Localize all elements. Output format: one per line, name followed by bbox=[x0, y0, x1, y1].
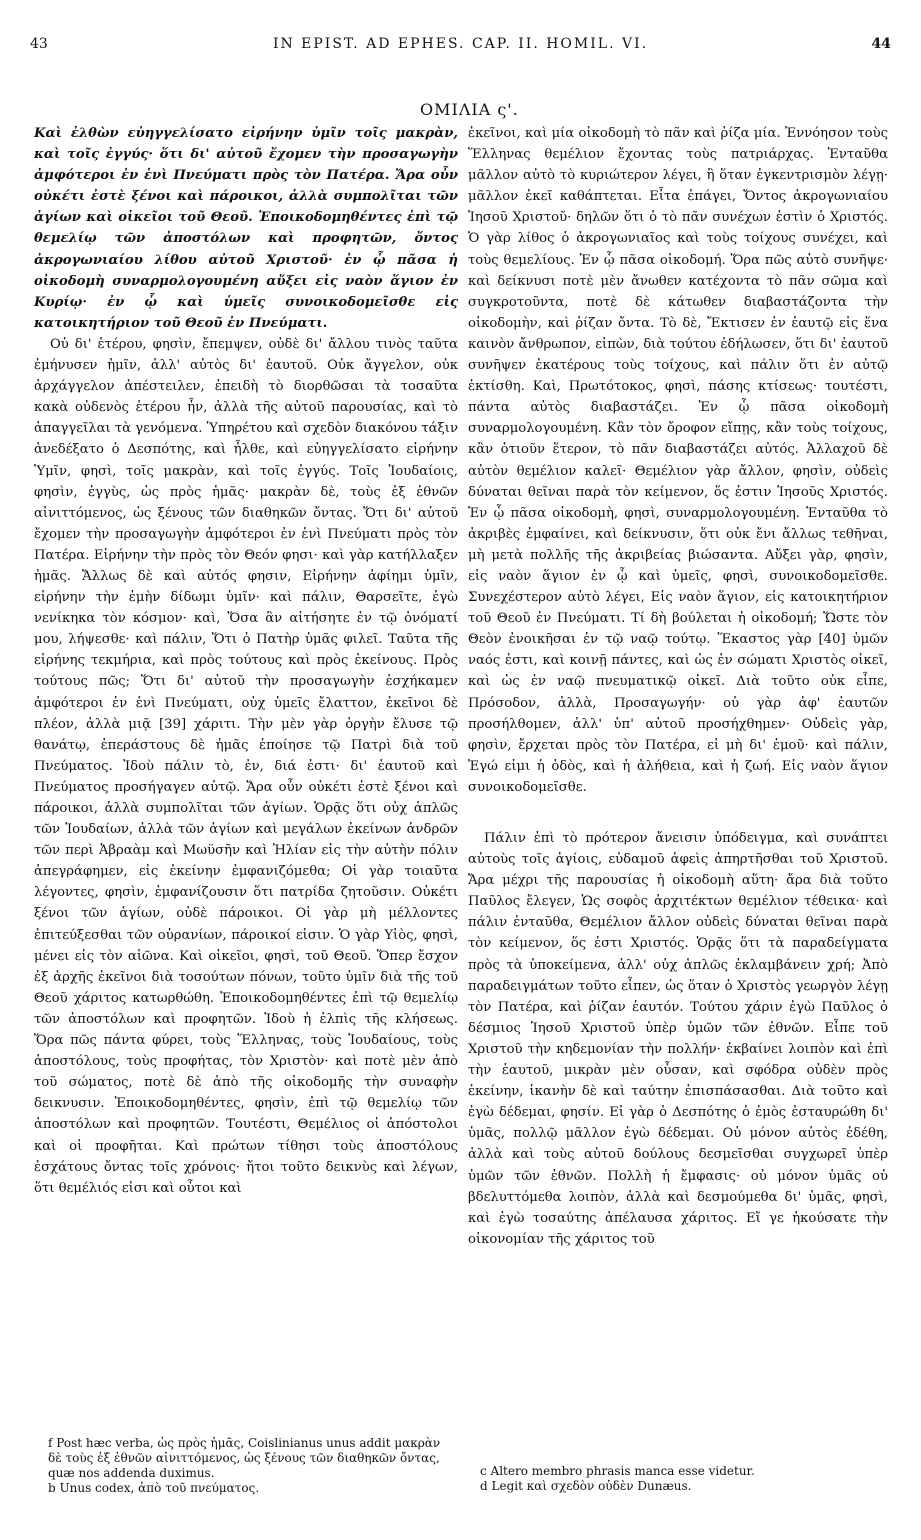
footnote: b Unus codex, ἀπὸ τοῦ πνεύματος. bbox=[48, 1481, 260, 1495]
scripture-lemma: Καὶ ἐλθὼν εὐηγγελίσατο εἰρήνην ὑμῖν τοῖς μακρὰν, καὶ τοῖς ἐγγύς· ὅτι δι' αὐτοῦ ἔχομεν τὴν προσαγωγὴν ἀμφότεροι ἐν ἑνὶ Πνεύματι πρὸς τὸν Πατέρα. Ἄρα οὖν οὐκέτι ἐστὲ ξένοι καὶ πάροικοι, ἀλλὰ συμπολῖται τῶν ἁγίων καὶ οἰκεῖοι τοῦ Θεοῦ. Ἐποικοδομηθέντες ἐπὶ τῷ θεμελίῳ τῶν ἀποστόλων καὶ προφητῶν, ὄντος ἀκρογωνιαίου λίθου αὐτοῦ Χριστοῦ· ἐν ᾧ πᾶσα ἡ οἰκοδομὴ συναρμολογουμένη αὔξει εἰς ναὸν ἅγιον ἐν Κυρίῳ· ἐν ᾧ καὶ ὑμεῖς συνοικοδομεῖσθε εἰς κατοικητήριον τοῦ Θεοῦ ἐν Πνεύματι. bbox=[34, 126, 458, 331]
commentary-paragraph: Πάλιν ἐπὶ τὸ πρότερον ἄνεισιν ὑπόδειγμα, καὶ συνάπτει αὐτοὺς τοῖς ἁγίοις, εὐδαμοῦ ἀφεὶς ἀπηρτῆσθαι τοῦ Χριστοῦ. Ἄρα μέχρι τῆς παρουσίας ἡ οἰκοδομὴ αὕτη· ἄρα διὰ τοῦτο Παῦλος ἔλεγεν, Ὡς σοφὸς ἀρχιτέκτων θεμέλιον τέθεικα· καὶ πάλιν ἐνταῦθα, Θεμέλιον ἄλλον οὐδεὶς δύναται θεῖναι παρὰ τὸν κείμενον, ὅς ἐστι Χριστός. Ὁρᾷς ὅτι τὰ παραδείγματα πρὸς τὰ ὑποκείμενα, ἀλλ' οὐχ ἁπλῶς ἐκλαμβάνειν χρή; Ἀπὸ παραδειγμάτων τοῦτο εἶπεν, ὡς ὅταν ὁ Χριστὸς γεωργὸν λέγῃ τὸν Πατέρα, καὶ ῥίζαν ἑαυτόν. Τούτου χάριν ἐγὼ Παῦλος ὁ δέσμιος Ἰησοῦ Χριστοῦ ὑπὲρ ὑμῶν τῶν ἐθνῶν. Εἶπε τοῦ Χριστοῦ τὴν κηδεμονίαν τὴν πολλήν· ἐκβαίνει λοιπὸν καὶ ἐπὶ τὴν ἑαυτοῦ, μικρὰν μὲν οὖσαν, καὶ σφόδρα οὐδὲν πρὸς ἐκείνην, ἱκανὴν δὲ καὶ ταύτην ἐπισπάσασθαι. Διὰ τοῦτο καὶ ἐγὼ δέδεμαι, φησίν. Εἰ γὰρ ὁ Δεσπότης ὁ ἐμὸς ἐσταυρώθη δι' ὑμᾶς, πολλῷ μᾶλλον ἐγὼ δέδεμαι. Οὐ μόνον αὐτὸς ἐδέθη, ἀλλὰ καὶ τοὺς αὐτοῦ δούλους δεσμεῖσθαι συγχωρεῖ ὑπὲρ ὑμῶν τῶν ἐθνῶν. Πολλὴ ἡ ἔμφασις· οὐ μόνον ὑμᾶς οὐ βδελυττόμεθα λοιπὸν, ἀλλὰ καὶ δεσμούμεθα δι' ὑμᾶς, φησὶ, καὶ ἐγὼ τοσαύτης ἀπέλαυσα χάριτος. Εἴ γε ἠκούσατε τὴν οἰκονομίαν τῆς χάριτος τοῦ bbox=[468, 831, 888, 1247]
footnotes-right bbox=[480, 1464, 880, 1494]
commentary-paragraph: ἐκεῖνοι, καὶ μία οἰκοδομὴ τὸ πᾶν καὶ ῥίζα μία. Ἐννόησον τοὺς Ἕλληνας θεμέλιον ἔχοντας τοὺς πατριάρχας. Ἐνταῦθα μᾶλλον αὐτὸ τὸ κυριώτερον λέγει, ἢ ὅταν ἐγκεντρισμὸν λέγῃ· μᾶλλον ἐκεῖ καθάπτεται. Εἶτα ἐπάγει, Ὄντος ἀκρογωνιαίου Ἰησοῦ Χριστοῦ· δηλῶν ὅτι ὁ τὸ πᾶν συνέχων ἐστὶν ὁ Χριστός. Ὁ γὰρ λίθος ὁ ἀκρογωνιαῖος καὶ τοὺς τοίχους συνέχει, καὶ τοὺς θεμελίους. Ἐν ᾧ πᾶσα οἰκοδομή. Ὅρα πῶς αὐτὸ συνῆψε· καὶ δείκνυσι ποτὲ μὲν ἄνωθεν κατέχοντα τὸ πᾶν σῶμα καὶ συγκροτοῦντα, ποτὲ δὲ κάτωθεν διαβαστάζοντα τὴν οἰκοδομὴν, καὶ ῥίζαν ὄντα. Τὸ δὲ, Ἔκτισεν ἐν ἑαυτῷ εἰς ἕνα καινὸν ἄνθρωπον, εἰπὼν, διὰ τούτου ἐδήλωσεν, ὅτι δι' ἑαυτοῦ συνῆψεν ἑκατέρους τοὺς τοίχους, καὶ πάλιν ὅτι ἐν αὐτῷ ἐκτίσθη. Καὶ, Πρωτότοκος, φησὶ, πάσης κτίσεως· τουτέστι, πάντα αὐτὸς διαβαστάζει. Ἐν ᾧ πᾶσα οἰκοδομὴ συναρμολογουμένη. Κἂν τὸν ὄροφον εἴπῃς, κἂν τοὺς τοίχους, κἂν ὁτιοῦν ἕτερον, τὸ πᾶν διαβαστάζει αὐτός. Ἀλλαχοῦ δὲ αὐτὸν θεμέλιον καλεῖ· Θεμέλιον γὰρ ἄλλον, φησὶν, οὐδεὶς δύναται θεῖναι παρὰ τὸν κείμενον, ὅς ἐστιν Ἰησοῦς Χριστός. Ἐν ᾧ πᾶσα οἰκοδομὴ, φησὶ, συναρμολογουμένη. Ἐνταῦθα τὸ ἀκριβὲς ἐμφαίνει, καὶ δείκνυσιν, ὅτι οὐκ ἔνι ἄλλως τεθῆναι, μὴ μετὰ πολλῆς τῆς ἀκριβείας βιώσαντα. Αὔξει γὰρ, φησὶν, εἰς ναὸν ἅγιον ἐν ᾧ καὶ ὑμεῖς, φησὶ, συνοικοδομεῖσθε. Συνεχέστερον αὐτὸ λέγει, Εἰς ναὸν ἅγιον, εἰς κατοικητήριον τοῦ Θεοῦ ἐν Πνεύματι. Τί δὴ βούλεται ἡ οἰκοδομή; Ὥστε τὸν Θεὸν ἐνοικῆσαι ἐν τῷ ναῷ τούτῳ. Ἕκαστος γὰρ [40] ὑμῶν ναός ἐστι, καὶ κοινῇ πάντες, καὶ ὡς ἐν σώματι Χριστὸς οἰκεῖ, καὶ ὡς ἐν ναῷ πνευματικῷ οἰκεῖ. Διὰ τοῦτο οὐκ εἶπε, Πρόσοδον, ἀλλὰ, Προσαγωγήν· οὐ γὰρ ἀφ' ἑαυτῶν προσήλθομεν, ἀλλ' ὑπ' αὐτοῦ προσήχθημεν· Οὐδεὶς γὰρ, φησὶν, ἔρχεται πρὸς τὸν Πατέρα, εἰ μὴ δι' ἐμοῦ· καὶ πάλιν, Ἐγώ εἰμι ἡ ὁδὸς, καὶ ἡ ἀλήθεια, καὶ ἡ ζωή. Εἰς ναὸν ἅγιον συνοικοδομεῖσθε. bbox=[468, 126, 888, 795]
page-number-right: 44 bbox=[871, 36, 891, 52]
footnote: c Altero membro phrasis manca esse videtur. bbox=[480, 1464, 755, 1478]
footnotes-left bbox=[48, 1436, 448, 1496]
page-number-left: 43 bbox=[30, 36, 48, 52]
right-column bbox=[468, 123, 888, 1250]
homily-title: ΟΜΙΛΙΑ ς'. bbox=[420, 100, 519, 119]
left-column bbox=[34, 123, 458, 1199]
footnote: d Legit καὶ σχεδὸν οὐδὲν Dunæus. bbox=[480, 1479, 692, 1493]
footnote: f Post hæc verba, ὡς πρὸς ἡμᾶς, Coislinianus unus addit μακρὰν δὲ τοὺς ἐξ ἐθνῶν αἰνιττόμενος, ὡς ξένους τῶν διαθηκῶν ὄντας, quæ nos addenda duximus. bbox=[48, 1436, 441, 1480]
running-head bbox=[30, 36, 891, 58]
running-title: IN EPIST. AD EPHES. CAP. II. HOMIL. VI. bbox=[272, 36, 649, 52]
commentary-paragraph: Οὐ δι' ἑτέρου, φησὶν, ἔπεμψεν, οὐδὲ δι' ἄλλου τινὸς ταῦτα ἐμήνυσεν ἡμῖν, ἀλλ' αὐτὸς δι' ἑαυτοῦ. Οὐκ ἄγγελον, οὐκ ἀρχάγγελον ἀπέστειλεν, ἐπειδὴ τὸ διορθῶσαι τὰ τοσαῦτα κακὰ οὐδενὸς ἑτέρου ἦν, ἀλλὰ τῆς αὐτοῦ παρουσίας, καὶ τὸ ἀπαγγεῖλαι τὰ γενόμενα. Ὑπηρέτου καὶ σχεδὸν διακόνου τάξιν ἀνεδέξατο ὁ Δεσπότης, καὶ ἦλθε, καὶ εὐηγγελίσατο εἰρήνην Ὑμῖν, φησὶ, τοῖς μακρὰν, καὶ τοῖς ἐγγύς. Τοῖς Ἰουδαίοις, φησὶν, ἐγγὺς, ὡς πρὸς ἡμᾶς· μακρὰν δὲ, τοὺς ἐξ ἐθνῶν αἰνιττόμενος, ὡς ξένους τῶν διαθηκῶν ὄντας. Ὅτι δι' αὐτοῦ ἔχομεν τὴν προσαγωγὴν ἀμφότεροι ἐν ἑνὶ Πνεύματι πρὸς τὸν Πατέρα. Εἰρήνην τὴν πρὸς τὸν Θεόν φησι· καὶ γὰρ κατήλλαξεν ἡμᾶς. Ἄλλως δὲ καὶ αὐτός φησιν, Εἰρήνην ἀφίημι ὑμῖν, εἰρήνην τὴν ἐμὴν δίδωμι ὑμῖν· καὶ πάλιν, Θαρσεῖτε, ἐγὼ νενίκηκα τὸν κόσμον· καὶ, Ὅσα ἂν αἰτήσητε ἐν τῷ ὀνόματί μου, λήψεσθε· καὶ πάλιν, Ὅτι ὁ Πατὴρ ὑμᾶς φιλεῖ. Ταῦτα τῆς εἰρήνης τεκμήρια, καὶ πρὸς τούτους καὶ πρὸς ἐκείνους. Πρὸς τούτους πῶς; Ὅτι δι' αὐτοῦ τὴν προσαγωγὴν ἐσχήκαμεν ἀμφότεροι ἐν ἑνὶ Πνεύματι, οὐχ ὑμεῖς ἔλαττον, ἐκεῖνοι δὲ πλέον, ἀλλὰ μιᾷ [39] χάριτι. Τὴν μὲν γὰρ ὀργὴν ἔλυσε τῷ θανάτῳ, ἐπεράστους δὲ ἡμᾶς ἐποίησε τῷ Πατρὶ διὰ τοῦ Πνεύματος. Ἰδοὺ πάλιν τὸ, ἐν, διά ἐστι· δι' ἑαυτοῦ καὶ Πνεύματος προσήγαγεν αὐτῷ. Ἄρα οὖν οὐκέτι ἐστὲ ξένοι καὶ πάροικοι, ἀλλὰ συμπολῖται τῶν ἁγίων. Ὁρᾷς ὅτι οὐχ ἁπλῶς τῶν Ἰουδαίων, ἀλλὰ τῶν ἁγίων καὶ μεγάλων ἐκείνων ἀνδρῶν τῶν περὶ Ἀβραὰμ καὶ Μωϋσῆν καὶ Ἠλίαν εἰς τὴν αὐτὴν πόλιν ἀπεγράφημεν, εἰς ἐκείνην ἐμφανιζόμεθα; Οἱ γὰρ τοιαῦτα λέγοντες, φησὶν, ἐμφανίζουσιν ὅτι πατρίδα ζητοῦσιν. Οὐκέτι ξένοι τῶν ἁγίων, οὐδὲ πάροικοι. Οἱ γὰρ μὴ μέλλοντες ἐπιτεύξεσθαι τῶν οὐρανίων, πάροικοί εἰσιν. Ὁ γὰρ Υἱὸς, φησὶ, μένει εἰς τὸν αἰῶνα. Καὶ οἰκεῖοι, φησὶ, τοῦ Θεοῦ. Ὅπερ ἔσχον ἐξ ἀρχῆς ἐκεῖνοι διὰ τοσούτων πόνων, τοῦτο ὑμῖν διὰ τῆς τοῦ Θεοῦ χάριτος κατωρθώθη. Ἐποικοδομηθέντες ἐπὶ τῷ θεμελίῳ τῶν ἀποστόλων καὶ προφητῶν. Ἰδοὺ ἡ ἐλπὶς τῆς κλήσεως. Ὅρα πῶς πάντα φύρει, τοὺς Ἕλληνας, τοὺς Ἰουδαίους, τοὺς ἀποστόλους, τοὺς προφήτας, τὸν Χριστὸν· καὶ ποτὲ μὲν ἀπὸ τοῦ σώματος, ποτὲ δὲ ἀπὸ τῆς οἰκοδομῆς τὴν συναφὴν δεικνυσιν. Ἐποικοδομηθέντες, φησὶν, ἐπὶ τῷ θεμελίῳ τῶν ἀποστόλων καὶ προφητῶν. Τουτέστι, Θεμέλιος οἱ ἀπόστολοι καὶ οἱ προφῆται. Καὶ πρώτων τίθησι τοὺς ἀποστόλους ἐσχάτους ὄντας τοῖς χρόνοις· ἤτοι τοῦτο δεικνὺς καὶ λέγων, ὅτι θεμέλιός εἰσι καὶ οὗτοι καὶ bbox=[34, 336, 458, 1196]
